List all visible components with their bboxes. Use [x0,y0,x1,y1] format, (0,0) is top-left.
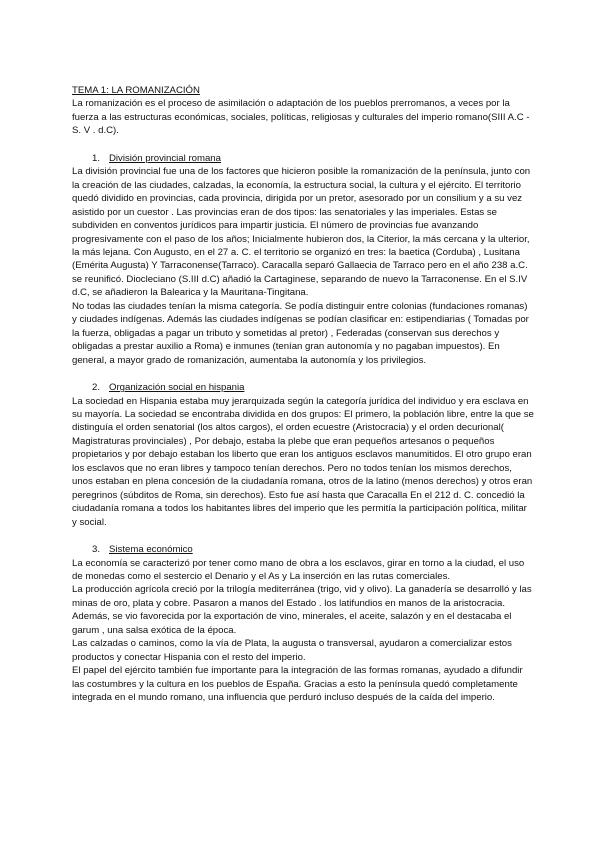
section-heading [92,381,534,394]
paragraph: La economía se caracterizó por tener como mano de obra a los esclavos, girar en torno a la ciudad, el uso de monedas como el sestercio el Denario y el As y La inserción en las rutas comerciales. [72,557,525,582]
paragraph: La sociedad en Hispania estaba muy jerarquizada según la categoría jurídica del individuo y era esclava en su mayoría. La sociedad se encontraba dividida en dos grupos: El primero, la población libre, entre la que se distinguía el orden senatorial (los altos cargos), el orden ecuestre (Aristocracia) y el orden decurional( Magistraturas provinciales) , Por debajo, estaba la plebe que eran pequeños artesanos o pequeños propietarios y por debajo estaban los liberto que eran los antiguos esclavos manumitidos. El otro grupo eran los esclavos que no eran libres y tampoco tenían derechos. Pero no todos tenían los mismos derechos, unos estaban en plena concesión de la ciudadanía romana, otros de la latino (menos derechos) y otros eran peregrinos (súbditos de Roma, sin derechos). Esto fue así hasta que Caracalla En el 212 d. C. concedió la ciudadanía romana a todos los habitantes libres del imperio que les permitía la participación política, militar y social. [72,395,534,528]
document-title: TEMA 1: LA ROMANIZACIÓN [72,85,200,96]
section-heading [92,543,534,556]
section-title: Organización social en hispania [109,382,245,394]
section-title: Sistema económico [109,544,193,556]
paragraph: La producción agrícola creció por la trilogía mediterránea (trigo, vid y olivo). La ganadería se desarrolló y las minas de oro, plata y cobre. Pasaron a manos del Estado . los latifundios en manos de la aristocracia. Además, se vio favorecida por la exportación de vino, minerales, el aceite, salazón y en el destacaba el garum , una salsa exótica de la época. [72,584,532,636]
section-division-provincial [72,152,534,367]
section-heading [92,152,534,165]
paragraph: La división provincial fue una de los factores que hicieron posible la romanización de la península, junto con la creación de las ciudades, calzadas, la economía, la estructura social, la cultura y el ejército. El territorio quedó dividido en provincias, cada provincia, dirigida por un pretor, asesorado por un consilium y a su vez asistido por un cuestor . Las provincias eran de dos tipos: las senatoriales y las imperiales. Estas se subdividen en conventos jurídicos para impartir justicia. El número de provincias fue avanzando progresivamente con el paso de los años; Inicialmente hubieron dos, la Citerior, la más cercana y la ulterior, la más lejana. Con Augusto, en el 27 a. C. el territorio se organizó en tres: la baetica (Corduba) , Lusitana (Emérita Augusta) Y Tarraconense(Tarraco). Caracalla separó Gallaecia de Tarraco pero en el año 238 a.C. se reunificó. Diocleciano (S.III d.C) añadió la Cartaginese, separando de nuevo la Tarraconense. En el S.IV d.C, se añadieron la Balearica y la Mauritana-Tingitana. [72,166,531,299]
section-sistema-economico [72,543,534,704]
paragraph: Las calzadas o caminos, como la vía de Plata, la augusta o transversal, ayudaron a comercializar estos productos y conectar Hispania con el resto del imperio. [72,638,512,663]
intro-paragraph: La romanización es el proceso de asimilación o adaptación de los pueblos prerromanos, a veces por la fuerza a las estructuras económicas, sociales, políticas, religiosas y culturales del imperio romano(SIII A.C - S. V . d.C). [72,98,530,137]
paragraph: No todas las ciudades tenían la misma categoría. Se podía distinguir entre colonias (fundaciones romanas) y ciudades indígenas. Además las ciudades indígenas se podían clasificar en: estipendiarias ( Tomadas por la fuerza, obligadas a pagar un tributo y sometidas al pretor) , Federadas (conservan sus derechos y obligadas a prestar auxilio a Roma) e inmunes (tenían gran autonomía y no pagaban impuestos). En general, a mayor grado de romanización, aumentaba la autonomía y los privilegios. [72,300,529,366]
paragraph: El papel del ejército también fue importante para la integración de las formas romanas, ayudado a difundir las costumbres y la cultura en los pueblos de España. Gracias a esto la península quedó completamente integrada en el mundo romano, una influencia que perduró incluso después de la caída del imperio. [72,665,523,704]
section-number: 3. [92,544,101,556]
section-title: División provincial romana [109,152,221,164]
section-number: 2. [92,382,101,394]
section-organizacion-social [72,381,534,529]
section-number: 1. [92,152,101,164]
